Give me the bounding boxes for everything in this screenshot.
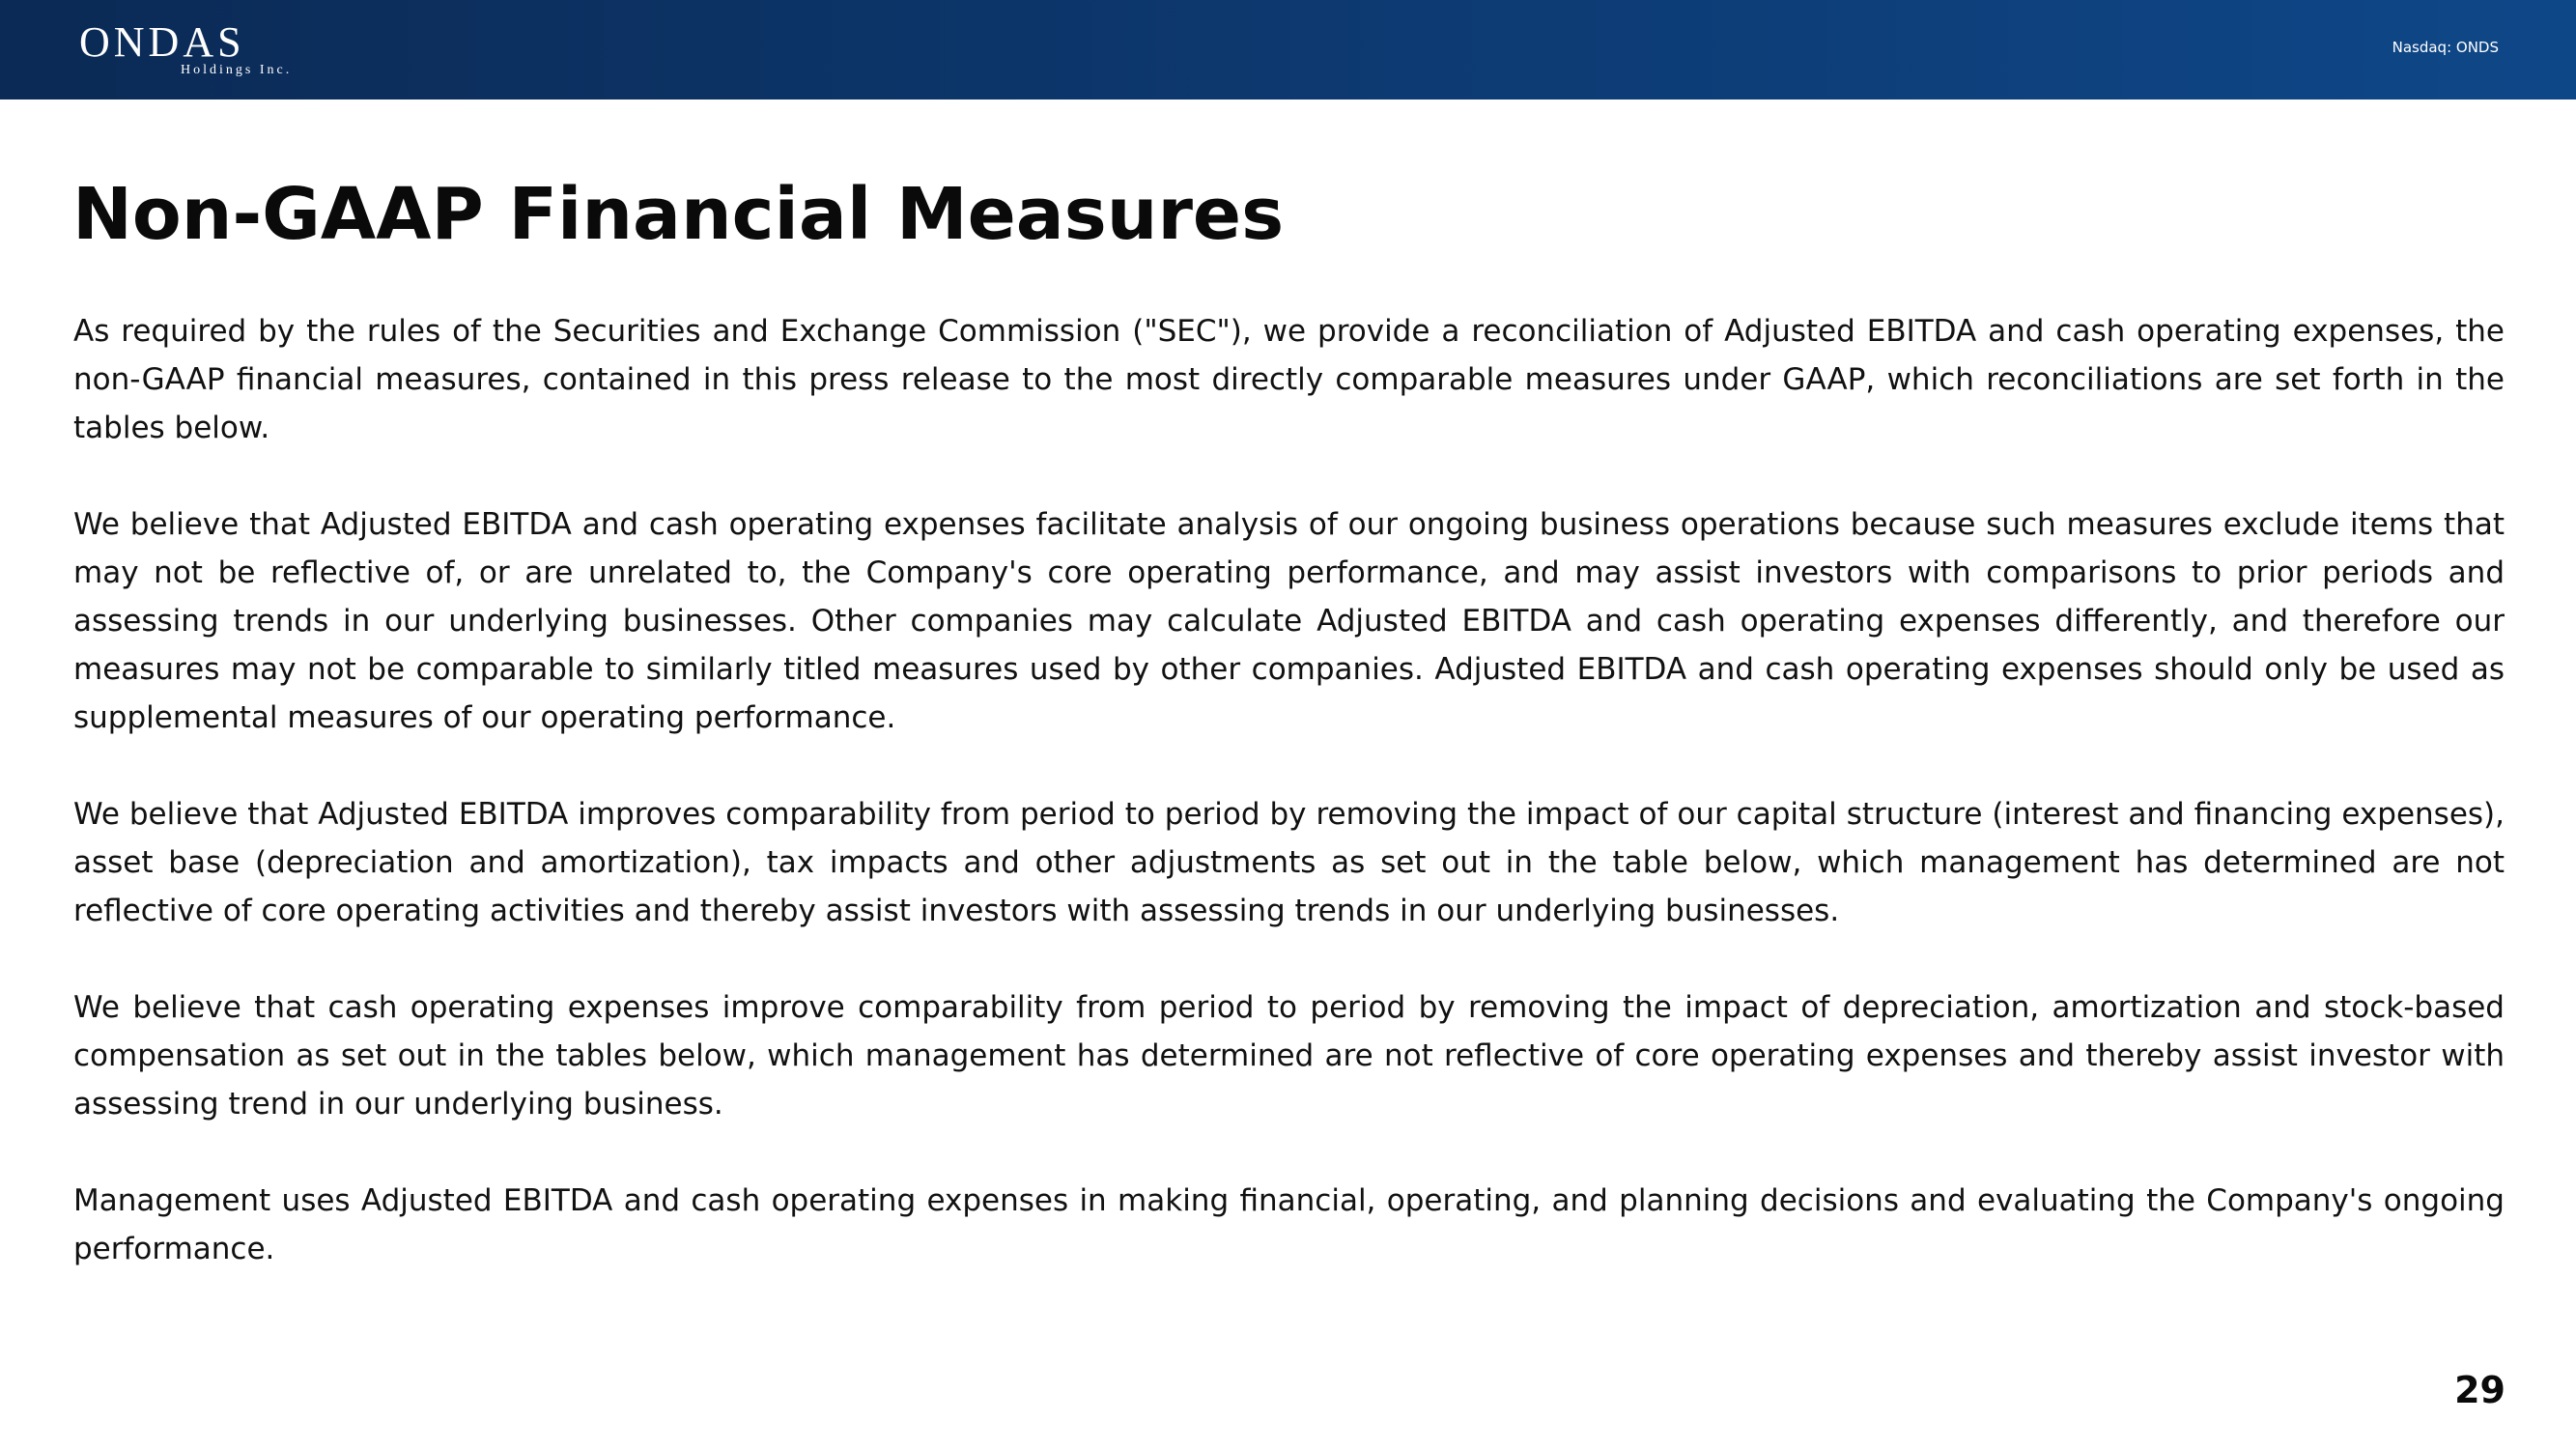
page-number: 29 — [2454, 1369, 2505, 1411]
paragraph-management-use: Management uses Adjusted EBITDA and cash operating expenses in making financial, operating, and planning decisions and evaluating the Company's ongoing performance. — [73, 1183, 2505, 1266]
page-title: Non-GAAP Financial Measures — [72, 173, 1285, 256]
paragraph-adjusted-ebitda: We believe that Adjusted EBITDA improves comparability from period to period by removing the impact of our capital structure (interest and financing expenses), asset base (depreciation and amortization), tax impacts and other adjustments as set out in the table below, which management has determined are not reflective of core operating activities and thereby assist investors with assessing trends in our underlying businesses. — [73, 797, 2505, 928]
company-logo — [79, 19, 311, 79]
ticker-label: Nasdaq: ONDS — [2392, 39, 2499, 56]
logo-wordmark: ONDAS — [79, 18, 245, 66]
paragraph-analysis-rationale: We believe that Adjusted EBITDA and cash operating expenses facilitate analysis of our ongoing business operations because such measures exclude items that may not be reflective of, or are unrelated to, the Company's core operating performance, and may assist investors with comparisons to prior periods and assessing trends in our underlying businesses. Other companies may calculate Adjusted EBITDA and cash operating expenses differently, and therefore our measures may not be comparable to similarly titled measures used by other companies. Adjusted EBITDA and cash operating expenses should only be used as supplemental measures of our operating performance. — [73, 507, 2505, 735]
logo-subtitle: Holdings Inc. — [181, 63, 293, 77]
paragraph-cash-operating-expenses: We believe that cash operating expenses improve comparability from period to period by removing the impact of depreciation, amortization and stock-based compensation as set out in the tables below, which management has determined are not reflective of core operating expenses and thereby assist investor with assessing trend in our underlying business. — [73, 990, 2505, 1122]
header-bar — [0, 0, 2576, 99]
paragraph-sec-reconciliation: As required by the rules of the Securities and Exchange Commission ("SEC"), we provide a reconciliation of Adjusted EBITDA and cash operating expenses, the non-GAAP financial measures, contained in this press release to the most directly comparable measures under GAAP, which reconciliations are set forth in the tables below. — [73, 314, 2505, 445]
body-text — [73, 307, 2505, 1321]
